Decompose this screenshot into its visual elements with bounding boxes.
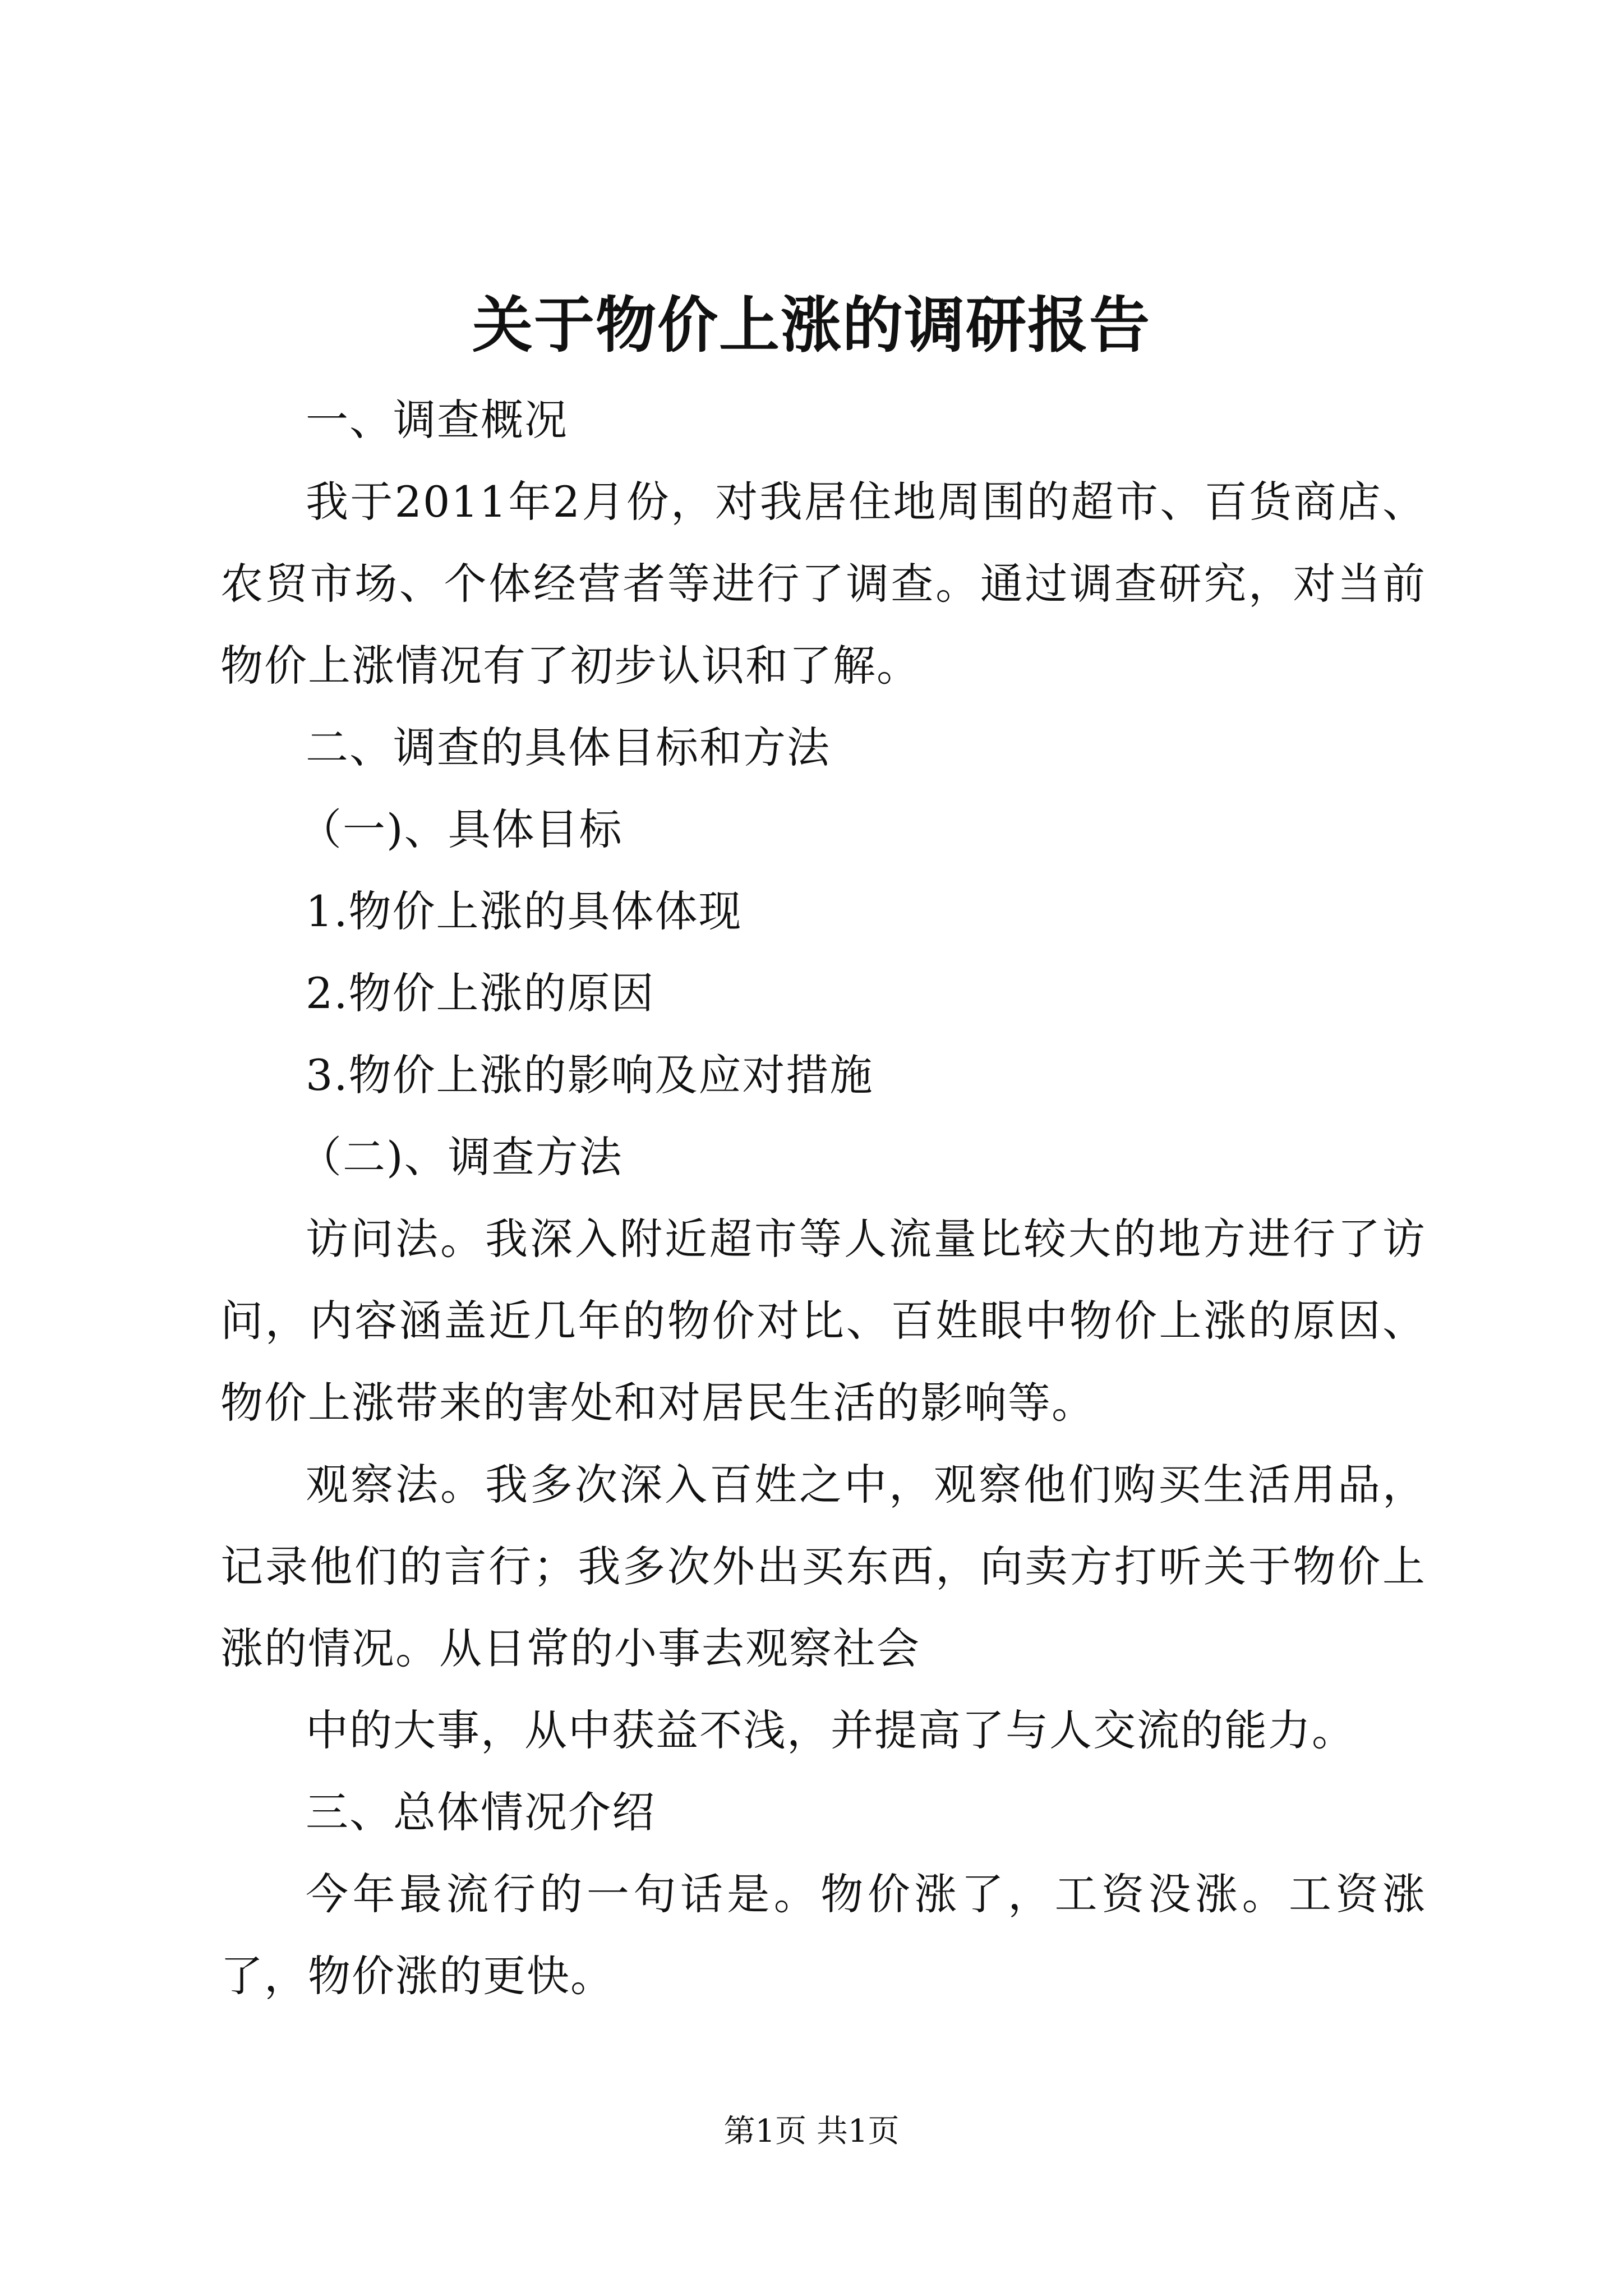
paragraph-observation-continued: 中的大事，从中获益不浅，并提高了与人交流的能力。: [306, 1705, 1355, 1755]
subsection-heading-methods: （二)、调查方法: [299, 1132, 623, 1182]
paragraph-interview-method: 访问法。我深入附近超市等人流量比较大的地方进行了访问，内容涵盖近几年的物价对比、百姓眼中物价上涨的原因、物价上涨带来的害处和对居民生活的影响等。: [220, 1214, 1426, 1428]
goal-item-1: 1.物价上涨的具体体现: [306, 886, 743, 936]
paragraph-survey-overview: 我于2011年2月份，对我居住地周围的超市、百货商店、农贸市场、个体经营者等进行了调查。通过调查研究，对当前物价上涨情况有了初步认识和了解。: [220, 477, 1426, 691]
page-footer: 第1页 共1页: [723, 2113, 900, 2150]
paragraph-overall-situation: 今年最流行的一句话是。物价涨了，工资没涨。工资涨了，物价涨的更快。: [220, 1869, 1426, 2001]
goal-item-3: 3.物价上涨的影响及应对措施: [306, 1050, 874, 1100]
paragraph-observation-method: 观察法。我多次深入百姓之中，观察他们购买生活用品，记录他们的言行；我多次外出买东西，向卖方打听关于物价上涨的情况。从日常的小事去观察社会: [220, 1460, 1426, 1673]
document-title: 关于物价上涨的调研报告: [472, 290, 1151, 361]
document-body: [220, 379, 1426, 2017]
subsection-heading-goals: （一)、具体目标: [299, 804, 623, 854]
section-heading-3: 三、总体情况介绍: [306, 1787, 656, 1837]
section-heading-1: 一、调查概况: [306, 395, 568, 445]
section-heading-2: 二、调查的具体目标和方法: [306, 723, 831, 772]
goal-item-2: 2.物价上涨的原因: [306, 968, 655, 1018]
